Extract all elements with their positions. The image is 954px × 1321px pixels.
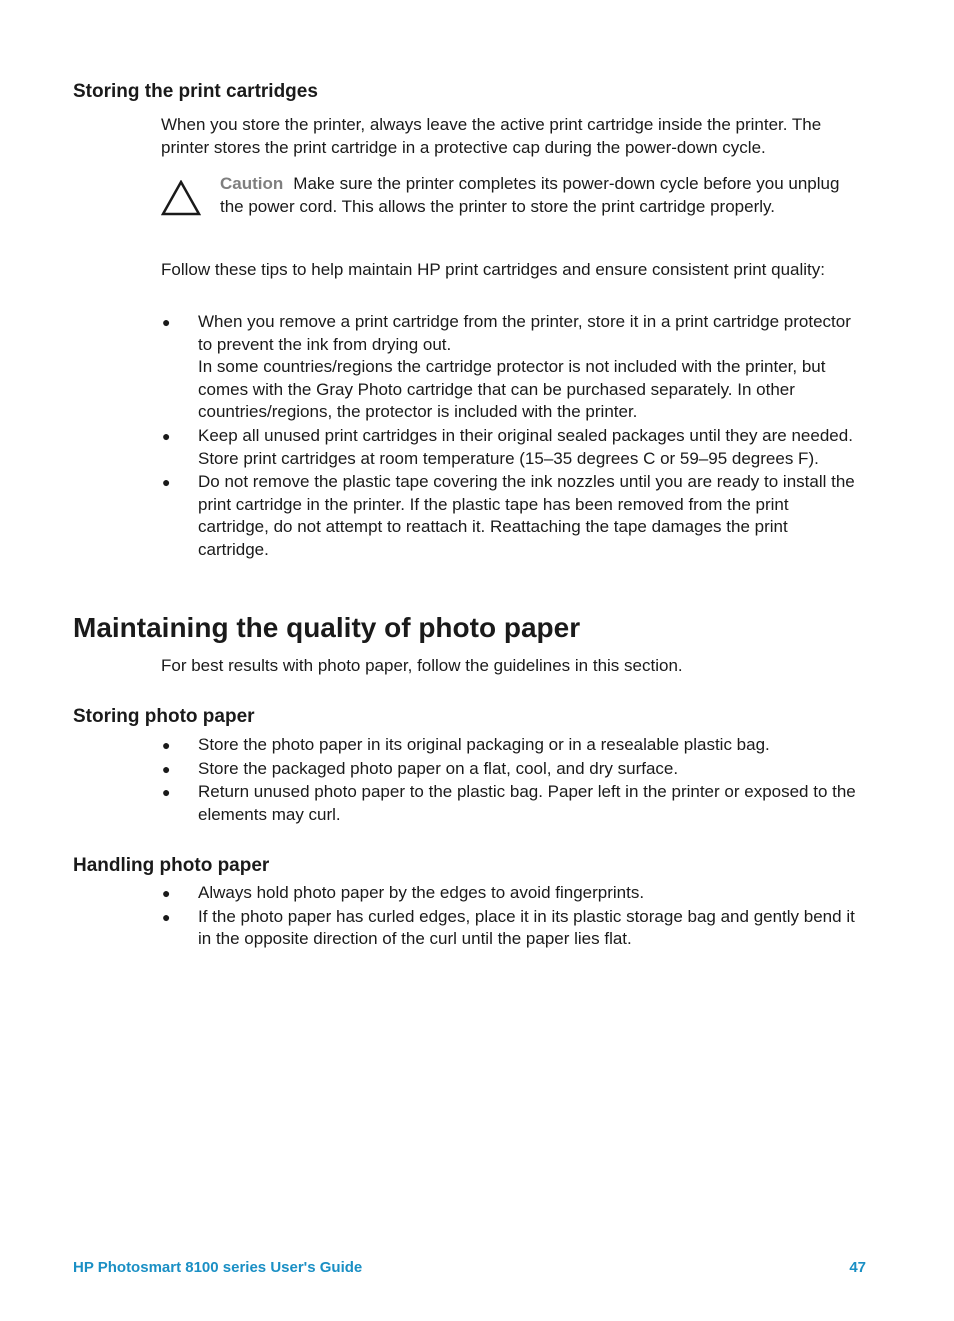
list-item-text: Keep all unused print cartridges in their original sealed packages until they are needed. Store print cartridges at room temperature (15–35 degrees C or 59–95 degrees F).	[198, 425, 853, 468]
list-item-text: If the photo paper has curled edges, place it in its plastic storage bag and gently bend it in the opposite direction of the curl until the paper lies flat.	[198, 906, 855, 949]
list-item-text: Always hold photo paper by the edges to avoid fingerprints.	[198, 883, 645, 902]
page-title-photo-paper: Maintaining the quality of photo paper	[73, 612, 581, 643]
list-item	[161, 906, 861, 951]
bullet-glyph: ●	[162, 760, 171, 777]
bullet-glyph: ●	[162, 885, 171, 901]
bullet-glyph: ●	[162, 737, 171, 753]
list-item	[161, 758, 861, 781]
list-item	[161, 471, 861, 561]
footer-guide-title: HP Photosmart 8100 series User's Guide	[73, 1259, 363, 1276]
caution-body: Make sure the printer completes its power-down cycle before you unplug the power cord. This allows the printer to store the print cartridge properly.	[220, 174, 840, 216]
list-item-text: Do not remove the plastic tape covering the ink nozzles until you are ready to install the print cartridge in the printer. If the plastic tape has been removed from the print cartridge, do not attempt to reattach it. Reattaching the tape damages the print cartridge.	[198, 472, 855, 559]
list-item	[161, 781, 861, 826]
list-item	[161, 425, 861, 470]
photo-paper-intro: For best results with photo paper, follow the guidelines in this section.	[161, 656, 683, 675]
bullet-glyph: ●	[162, 427, 171, 444]
list-item-text: Store the photo paper in its original packaging or in a resealable plastic bag.	[198, 735, 770, 754]
tips-intro: Follow these tips to help maintain HP print cartridges and ensure consistent print quality:	[161, 260, 825, 279]
handling-photo-paper-list	[161, 882, 861, 952]
list-item	[161, 882, 861, 905]
caution-triangle-icon	[161, 180, 201, 216]
caution-text-block	[220, 173, 860, 218]
list-item	[161, 734, 861, 757]
caution-label: Caution	[220, 174, 284, 193]
footer-page-number: 47	[849, 1259, 866, 1276]
section-heading-storing-photo-paper: Storing photo paper	[73, 706, 255, 727]
section-heading-handling-photo-paper: Handling photo paper	[73, 855, 270, 876]
list-item	[161, 311, 861, 424]
cartridge-tips-list	[161, 311, 861, 563]
bullet-glyph: ●	[162, 908, 171, 925]
list-item-note: In some countries/regions the cartridge protector is not included with the printer, but comes with the Gray Photo cartridge that can be purchased separately. In other countries/regions, the protector is included with the printer.	[198, 357, 826, 422]
storing-photo-paper-list	[161, 734, 861, 827]
list-item-text: Return unused photo paper to the plastic bag. Paper left in the printer or exposed to the elements may curl.	[198, 782, 856, 824]
bullet-glyph: ●	[162, 474, 171, 491]
bullet-glyph: ●	[162, 784, 171, 801]
list-item-text: Store the packaged photo paper on a flat, cool, and dry surface.	[198, 758, 679, 778]
list-item-text: When you remove a print cartridge from the printer, store it in a print cartridge protector to prevent the ink from drying out.	[198, 312, 851, 354]
storing-cartridges-intro: When you store the printer, always leave the active print cartridge inside the printer. The printer stores the print cartridge in a protective cap during the power-down cycle.	[161, 115, 822, 157]
bullet-glyph: ●	[162, 314, 171, 330]
section-heading-storing-cartridges: Storing the print cartridges	[73, 81, 318, 102]
